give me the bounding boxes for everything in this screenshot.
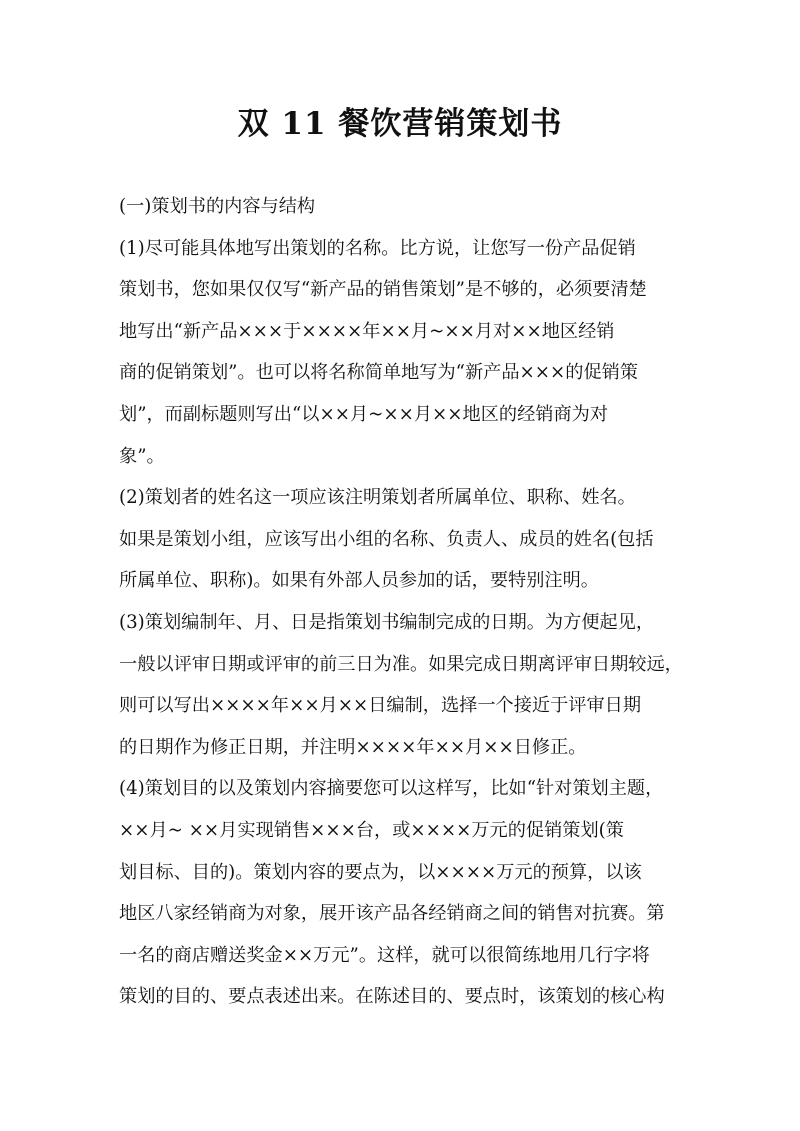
text-line: 划目标、目的)。策划内容的要点为，以××××万元的预算，以该 <box>119 861 642 883</box>
text-line: 地区八家经销商为对象，展开该产品各经销商之间的销售对抗赛。第 <box>119 903 665 925</box>
text-line: (1)尽可能具体地写出策划的名称。比方说，让您写一份产品促销 <box>119 237 636 259</box>
text-line: 的日期作为修正日期，并注明××××年××月××日修正。 <box>119 736 587 758</box>
text-line: 划”，而副标题则写出“以××月~××月××地区的经销商为对 <box>119 403 609 425</box>
text-line: (4)策划目的以及策划内容摘要您可以这样写，比如“针对策划主题， <box>119 778 664 800</box>
text-line: (一)策划书的内容与结构 <box>119 196 316 217</box>
text-line: 象”。 <box>119 445 165 467</box>
document-title: 双 11 餐饮营销策划书 <box>237 106 563 142</box>
text-line: (2)策划者的姓名这一项应该注明策划者所属单位、职称、姓名。 <box>119 487 636 509</box>
text-line: (3)策划编制年、月、日是指策划书编制完成的日期。为方便起见， <box>119 611 655 633</box>
text-line: 策划的目的、要点表述出来。在陈述目的、要点时，该策划的核心构 <box>119 986 665 1008</box>
text-line: 策划书，您如果仅仅写“新产品的销售策划”是不够的，必须要清楚 <box>119 279 647 301</box>
text-line: 地写出“新产品×××于××××年××月~××月对××地区经销 <box>119 320 615 342</box>
text-line: 一般以评审日期或评审的前三日为准。如果完成日期离评审日期较远， <box>119 653 683 675</box>
text-line: 所属单位、职称)。如果有外部人员参加的话，要特别注明。 <box>119 570 599 592</box>
document-body <box>119 186 689 1018</box>
text-line: ××月~ ××月实现销售×××台，或××××万元的促销策划(策 <box>119 819 624 841</box>
text-line: 一名的商店赠送奖金××万元”。这样，就可以很简练地用几行字将 <box>119 944 650 966</box>
text-line: 商的促销策划”。也可以将名称简单地写为“新产品×××的促销策 <box>119 362 639 384</box>
text-line: 则可以写出××××年××月××日编制，选择一个接近于评审日期 <box>119 695 642 717</box>
text-line: 如果是策划小组，应该写出小组的名称、负责人、成员的姓名(包括 <box>119 528 654 550</box>
